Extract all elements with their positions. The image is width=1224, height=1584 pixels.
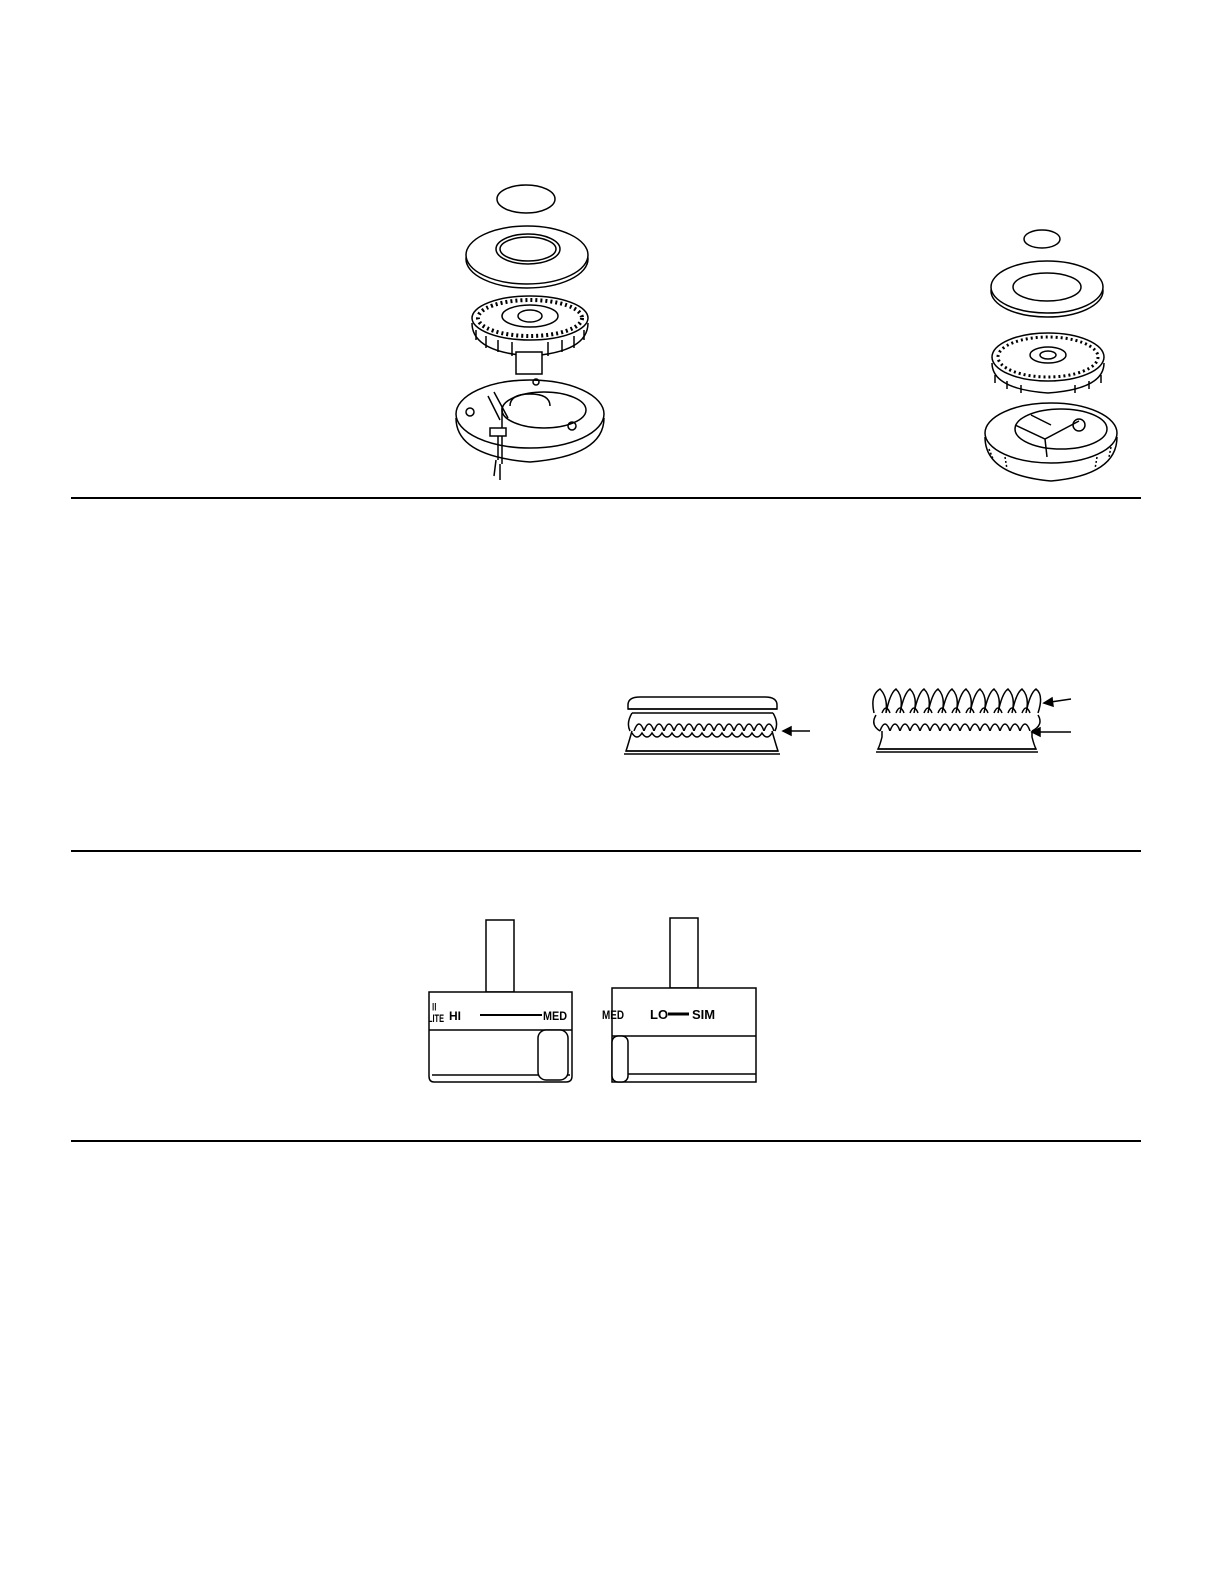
burner-head [472,296,588,374]
knob-med-cut-label: MED [602,1008,625,1022]
control-knob-left-view [420,918,580,1088]
knob-lo-label: LO [650,1007,669,1022]
knob-med-label: MED [543,1009,568,1023]
knob-body [612,988,756,1082]
burner-flame-profile-diagram [620,695,815,760]
knob-lite-mark: || [432,1002,437,1011]
outer-flame-row [873,689,1041,713]
large-burner-exploded-diagram [440,180,620,480]
knob-hi-label: HI [449,1009,461,1023]
section-divider-top [71,497,1141,499]
knob-stem [670,918,698,988]
pointer-arrow-lower [1032,728,1071,736]
knob-sim-label: SIM [692,1007,716,1022]
small-burner-exploded-diagram [975,225,1145,490]
pointer-arrow-upper [1044,698,1071,706]
burner-cap-small [1024,230,1060,248]
burner-cap-profile [628,697,777,709]
burner-base [985,403,1117,481]
control-knob-right-view [602,916,762,1088]
burner-base [456,379,604,480]
burner-head [992,333,1104,393]
burner-base-profile [876,731,1038,752]
knob-stem [486,920,514,992]
pointer-arrow [783,727,810,735]
burner-cap-ring [991,261,1103,317]
tall-flame-profile-diagram [868,685,1073,760]
knob-lite-label: LITE [428,1013,444,1025]
knob-body [429,992,572,1082]
burner-cap-ring [466,226,588,288]
inner-flame-row [874,715,1040,731]
section-divider-bottom [71,1140,1141,1142]
flame-row [628,713,776,731]
section-divider-middle [71,850,1141,852]
burner-base-profile [624,731,780,754]
burner-cap-small [497,185,555,213]
